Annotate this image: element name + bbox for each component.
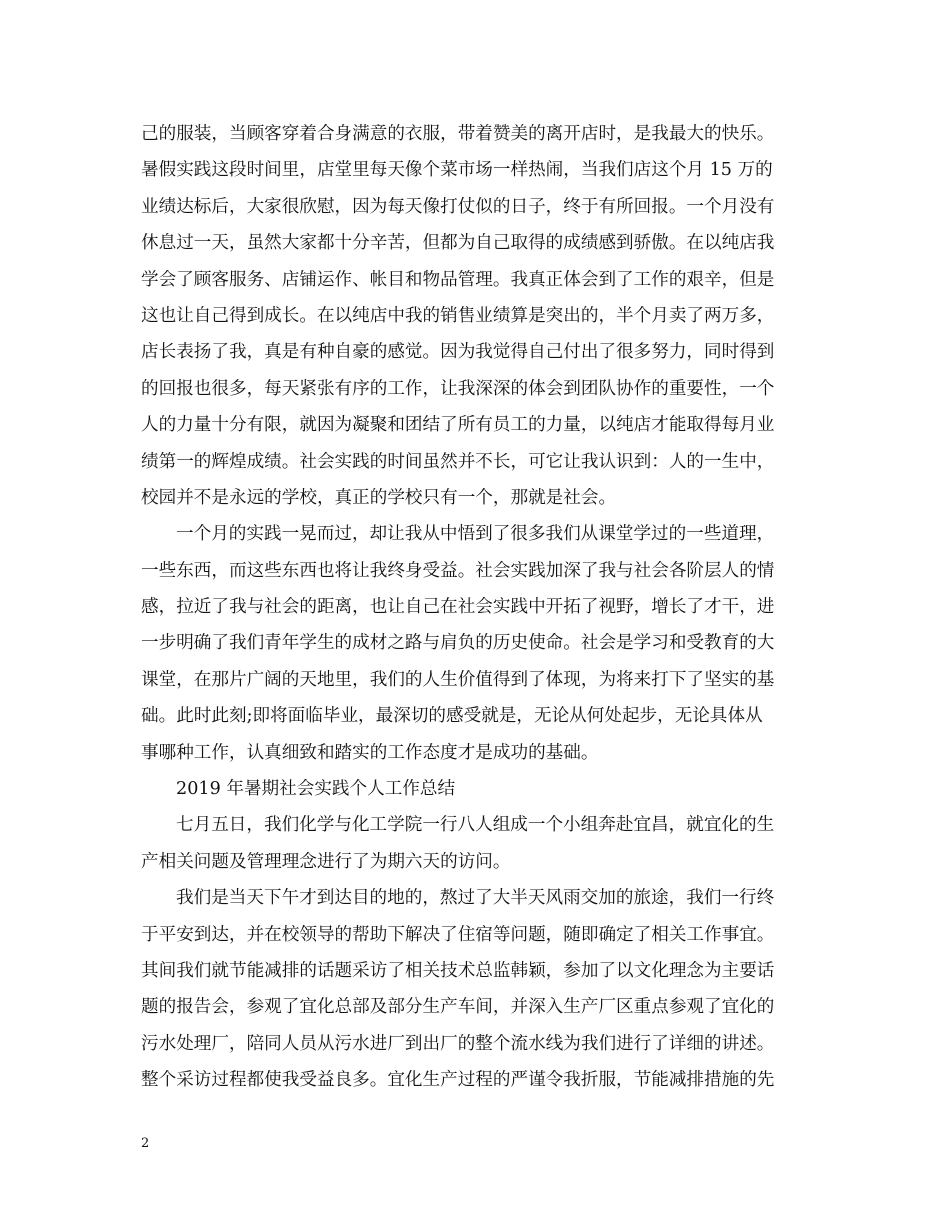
text-line: 2019 年暑期社会实践个人工作总结 — [176, 779, 456, 800]
text-line: 整个采访过程都使我受益良多。宜化生产过程的严谨令我折服，节能减排措施的先 — [141, 1070, 775, 1091]
page-number: 2 — [141, 1136, 150, 1151]
text-line: 感，拉近了我与社会的距离，也让自己在社会实践中开拓了视野，增长了才干，进 — [141, 597, 775, 618]
text-line: 一些东西，而这些东西也将让我终身受益。社会实践加深了我与社会各阶层人的情 — [141, 560, 775, 581]
text-line: 七月五日，我们化学与化工学院一行八人组成一个小组奔赴宜昌，就宜化的生 — [176, 815, 775, 836]
text-line: 课堂，在那片广阔的天地里，我们的人生价值得到了体现，为将来打下了坚实的基 — [141, 669, 775, 690]
text-line: 绩第一的辉煌成绩。社会实践的时间虽然并不长，可它让我认识到：人的一生中， — [141, 451, 775, 472]
text-line: 店长表扬了我，真是有种自豪的感觉。因为我觉得自己付出了很多努力，同时得到 — [141, 342, 775, 363]
text-line: 我们是当天下午才到达目的地的，熬过了大半天风雨交加的旅途，我们一行终 — [176, 888, 775, 909]
body-text — [141, 116, 803, 1099]
text-line: 一步明确了我们青年学生的成材之路与肩负的历史使命。社会是学习和受教育的大 — [141, 633, 775, 654]
text-line: 其间我们就节能减排的话题采访了相关技术总监韩颖，参加了以文化理念为主要话 — [141, 960, 775, 981]
text-line: 于平安到达，并在校领导的帮助下解决了住宿等问题，随即确定了相关工作事宜。 — [141, 924, 775, 945]
text-line: 暑假实践这段时间里，店堂里每天像个菜市场一样热闹，当我们店这个月 15 万的 — [141, 160, 773, 181]
text-line: 础。此时此刻;即将面临毕业，最深切的感受就是，无论从何处起步，无论具体从 — [141, 706, 763, 727]
text-line: 校园并不是永远的学校，真正的学校只有一个，那就是社会。 — [141, 487, 617, 508]
text-line: 人的力量十分有限，就因为凝聚和团结了所有员工的力量，以纯店才能取得每月业 — [141, 415, 775, 436]
text-line: 事哪种工作，认真细致和踏实的工作态度才是成功的基础。 — [141, 742, 599, 763]
text-line: 的回报也很多，每天紧张有序的工作，让我深深的体会到团队协作的重要性，一个 — [141, 378, 775, 399]
text-line: 题的报告会，参观了宜化总部及部分生产车间，并深入生产厂区重点参观了宜化的 — [141, 997, 775, 1018]
text-line: 污水处理厂，陪同人员从污水进厂到出厂的整个流水线为我们进行了详细的讲述。 — [141, 1033, 775, 1054]
text-line: 产相关问题及管理理念进行了为期六天的访问。 — [141, 851, 511, 872]
text-line: 一个月的实践一晃而过，却让我从中悟到了很多我们从课堂学过的一些道理， — [176, 524, 775, 545]
text-line: 己的服装，当顾客穿着合身满意的衣服，带着赞美的离开店时，是我最大的快乐。 — [141, 124, 775, 144]
text-line: 学会了顾客服务、店铺运作、帐目和物品管理。我真正体会到了工作的艰辛，但是 — [141, 269, 775, 290]
text-line: 这也让自己得到成长。在以纯店中我的销售业绩算是突出的，半个月卖了两万多， — [141, 305, 775, 326]
text-line: 休息过一天，虽然大家都十分辛苦，但都为自己取得的成绩感到骄傲。在以纯店我 — [141, 233, 775, 254]
text-line: 业绩达标后，大家很欣慰，因为每天像打仗似的日子，终于有所回报。一个月没有 — [141, 196, 775, 217]
